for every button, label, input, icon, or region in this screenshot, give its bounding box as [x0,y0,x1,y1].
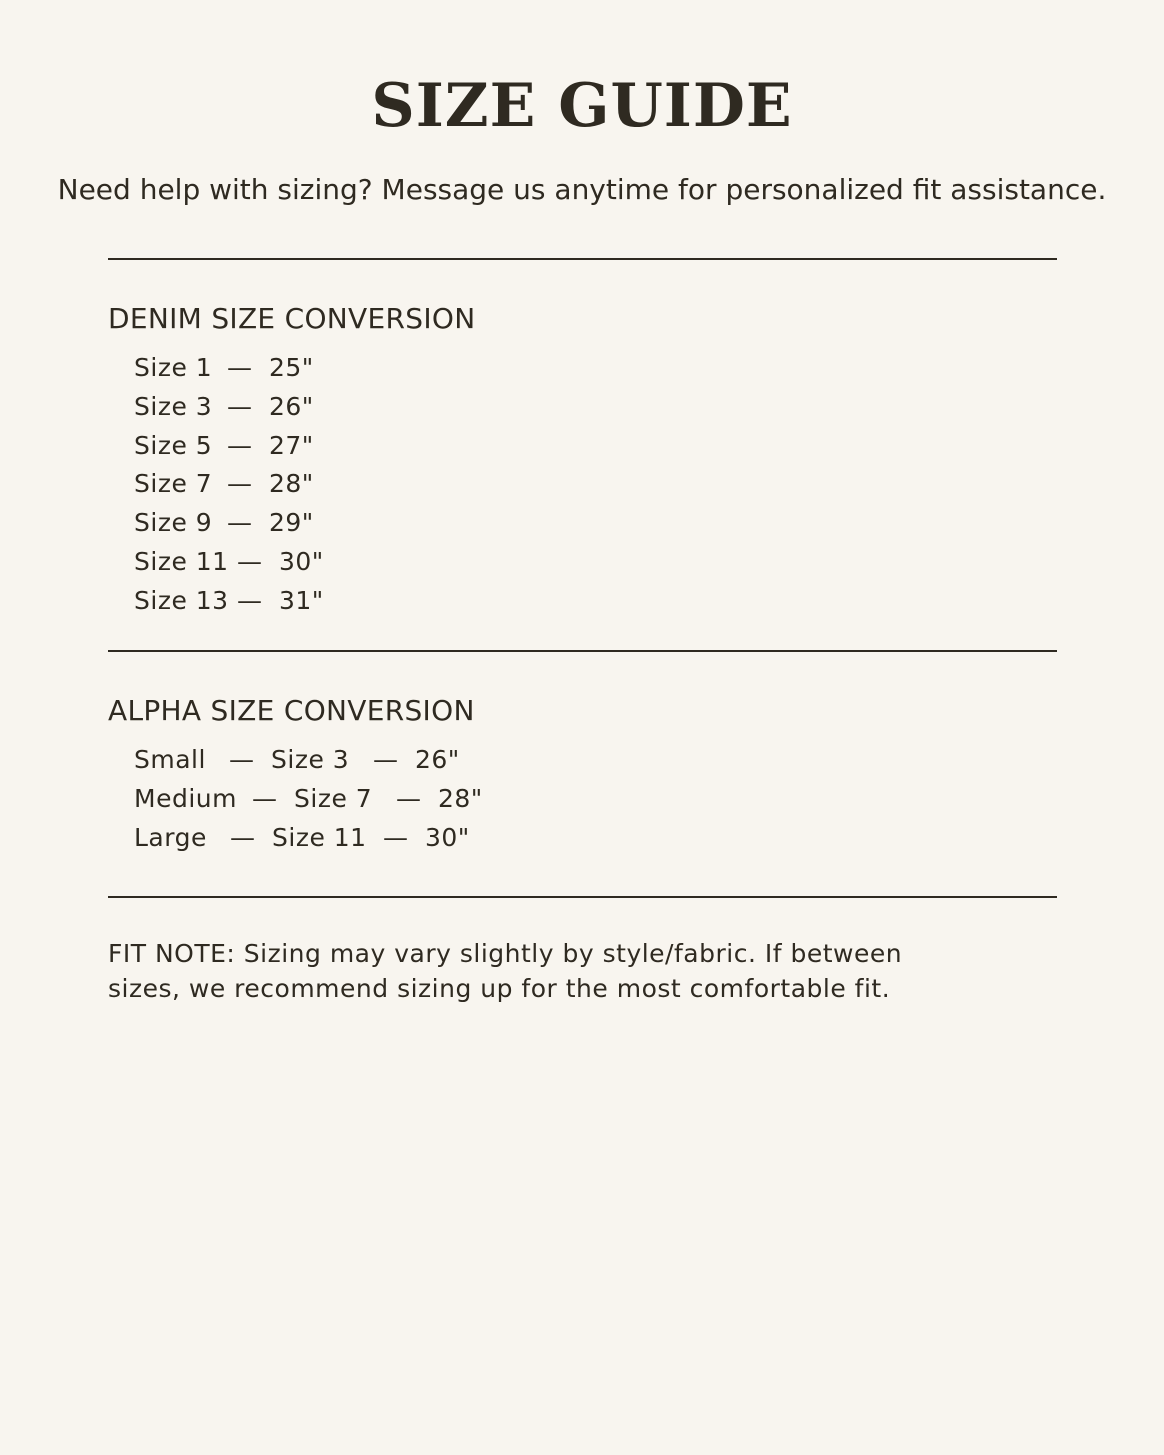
alpha-size: Size 3 [271,745,350,774]
divider-bottom [108,896,1057,898]
denim-separator: — [237,546,263,576]
denim-waist: 31" [279,585,324,615]
divider-middle [108,650,1057,652]
denim-row-size-7 [134,465,324,504]
denim-separator: — [227,391,253,421]
denim-size: Size 3 [134,391,213,421]
denim-separator: — [227,353,253,382]
alpha-size: Size 11 [272,822,367,852]
denim-waist: 29" [269,508,314,538]
denim-separator: — [227,508,253,538]
denim-separator: — [227,469,253,499]
alpha-waist: 28" [438,783,483,813]
denim-separator: — [237,585,263,615]
denim-waist: 27" [269,430,314,460]
alpha-label: Small [134,745,206,774]
alpha-separator: — [396,783,422,813]
denim-size: Size 13 [134,585,229,615]
denim-row-size-3 [134,388,324,427]
denim-row-size-11 [134,543,324,582]
denim-section-heading: DENIM SIZE CONVERSION [108,302,476,335]
denim-waist: 26" [269,391,314,421]
denim-waist: 25" [269,353,314,382]
alpha-size: Size 7 [294,783,373,813]
alpha-label: Medium [134,783,237,813]
alpha-section-heading: ALPHA SIZE CONVERSION [108,694,475,727]
alpha-separator: — [229,745,255,774]
fit-note: FIT NOTE: Sizing may vary slightly by style/fabric. If between sizes, we recommend sizing up for the most comfortable fit. [108,939,903,1003]
denim-size: Size 5 [134,430,213,460]
denim-separator: — [227,430,253,460]
denim-row-size-5 [134,427,324,466]
alpha-row-small [134,741,483,780]
denim-waist: 28" [269,469,314,499]
denim-size: Size 11 [134,546,229,576]
alpha-size-list [134,741,483,857]
alpha-separator: — [230,822,256,852]
alpha-row-medium [134,780,483,819]
divider-top [108,258,1057,260]
subtitle: Need help with sizing? Message us anytime for personalized fit assistance. [57,173,1107,206]
alpha-row-large [134,819,483,858]
page-title: SIZE GUIDE [371,71,793,141]
denim-row-size-9 [134,504,324,543]
alpha-separator: — [383,822,409,852]
alpha-separator: — [252,783,278,813]
alpha-label: Large [134,822,207,852]
denim-waist: 30" [279,546,324,576]
denim-row-size-1 [134,349,324,388]
alpha-waist: 26" [415,745,460,774]
denim-size: Size 7 [134,469,213,499]
denim-size: Size 1 [134,353,213,382]
denim-row-size-13 [134,582,324,621]
denim-size-list [134,349,324,621]
denim-size: Size 9 [134,508,213,538]
alpha-separator: — [373,745,399,774]
alpha-waist: 30" [425,822,470,852]
